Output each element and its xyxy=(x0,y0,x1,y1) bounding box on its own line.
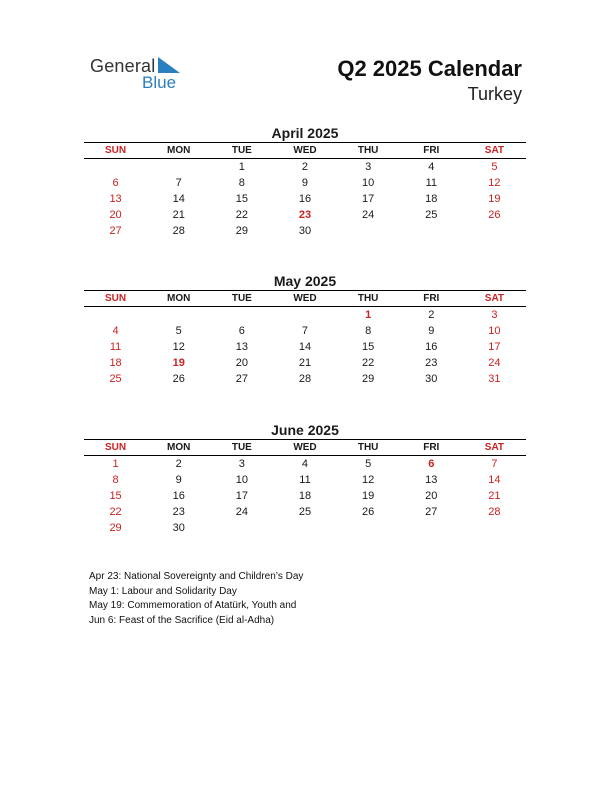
week-row xyxy=(84,472,526,488)
day-cell: 9 xyxy=(301,177,309,189)
month-grid xyxy=(84,439,526,536)
day-header-sun: SUN xyxy=(84,143,147,159)
day-header-tue: TUE xyxy=(210,440,273,456)
day-header-fri: FRI xyxy=(400,143,463,159)
day-cell: 18 xyxy=(109,357,122,369)
month-grid xyxy=(84,290,526,387)
day-cell: 15 xyxy=(362,341,375,353)
day-cell: 27 xyxy=(425,506,438,518)
country-name: Turkey xyxy=(467,84,522,104)
day-cell: 20 xyxy=(425,490,438,502)
day-cell: 23 xyxy=(172,506,185,518)
empty-cell xyxy=(337,223,400,239)
empty-cell xyxy=(147,307,210,324)
day-cell: 20 xyxy=(235,357,248,369)
day-cell: 29 xyxy=(362,373,375,385)
day-cell: 22 xyxy=(235,209,248,221)
day-cell: 3 xyxy=(365,161,372,173)
day-cell: 21 xyxy=(488,490,501,502)
day-cell: 13 xyxy=(235,341,248,353)
day-cell: 2 xyxy=(175,458,182,470)
day-cell: 11 xyxy=(109,341,122,353)
day-cell: 8 xyxy=(365,325,372,337)
day-cell: 7 xyxy=(491,458,498,470)
day-cell: 14 xyxy=(298,341,312,353)
day-cell: 25 xyxy=(109,373,122,385)
day-cell: 4 xyxy=(301,458,309,470)
day-header-mon: MON xyxy=(147,440,210,456)
day-cell: 24 xyxy=(488,357,501,369)
day-cell: 6 xyxy=(238,325,245,337)
day-cell: 2 xyxy=(428,309,435,321)
month-block xyxy=(84,124,526,239)
empty-cell xyxy=(273,520,336,536)
empty-cell xyxy=(337,520,400,536)
day-header-sat: SAT xyxy=(463,291,526,307)
empty-cell xyxy=(400,520,463,536)
day-cell: 16 xyxy=(298,193,312,205)
day-cell: 26 xyxy=(488,209,501,221)
empty-cell xyxy=(273,307,336,324)
week-row xyxy=(84,355,526,371)
week-row xyxy=(84,339,526,355)
month-title: April 2025 xyxy=(271,125,339,141)
holiday-note: Jun 6: Feast of the Sacrifice (Eid al-Adha) xyxy=(89,614,275,626)
day-cell: 1 xyxy=(112,458,119,470)
day-cell: 24 xyxy=(235,506,248,518)
day-cell: 24 xyxy=(362,209,375,221)
day-header-tue: TUE xyxy=(210,143,273,159)
week-row xyxy=(84,371,526,387)
day-cell: 29 xyxy=(235,225,248,237)
empty-cell xyxy=(147,159,210,176)
day-cell: 28 xyxy=(488,506,501,518)
holiday-note: May 1: Labour and Solidarity Day xyxy=(89,585,237,597)
day-cell: 26 xyxy=(362,506,375,518)
day-cell: 21 xyxy=(172,209,185,221)
empty-cell xyxy=(400,223,463,239)
day-cell: 9 xyxy=(175,474,182,486)
logo-word-blue: Blue xyxy=(142,73,177,92)
day-cell: 12 xyxy=(488,177,501,189)
day-cell: 20 xyxy=(109,209,122,221)
empty-cell xyxy=(84,159,147,176)
week-row xyxy=(84,520,526,536)
page-title: Q2 2025 Calendar xyxy=(337,56,522,81)
empty-cell xyxy=(84,307,147,324)
day-cell: 3 xyxy=(491,309,498,321)
holiday-note: May 19: Commemoration of Atatürk, Youth and xyxy=(89,600,297,611)
logo-triangle-icon xyxy=(158,57,180,73)
day-cell: 7 xyxy=(175,177,182,189)
day-cell: 16 xyxy=(425,341,438,353)
week-row xyxy=(84,488,526,504)
empty-cell xyxy=(210,520,273,536)
day-cell: 14 xyxy=(488,474,501,486)
week-row xyxy=(84,307,526,324)
week-row xyxy=(84,223,526,239)
month-title: May 2025 xyxy=(273,273,337,289)
day-cell: 6 xyxy=(112,177,119,189)
day-cell: 26 xyxy=(172,373,185,385)
day-cell: 14 xyxy=(172,193,185,205)
brand-logo xyxy=(90,56,200,96)
day-header-thu: THU xyxy=(337,291,400,307)
day-cell: 27 xyxy=(235,373,248,385)
week-row xyxy=(84,456,526,473)
empty-cell xyxy=(463,223,526,239)
holiday-notes xyxy=(89,570,303,628)
day-cell: 7 xyxy=(301,325,309,337)
day-cell: 28 xyxy=(298,373,312,385)
day-cell: 18 xyxy=(425,193,438,205)
day-cell: 8 xyxy=(112,474,119,486)
month-title: June 2025 xyxy=(271,422,339,438)
day-cell: 27 xyxy=(109,225,122,237)
logo-word-general: General xyxy=(90,56,156,76)
day-cell: 30 xyxy=(298,225,312,237)
day-cell: 19 xyxy=(362,490,375,502)
holiday-note: Apr 23: National Sovereignty and Children’s Day xyxy=(89,571,304,582)
day-cell: 4 xyxy=(112,325,119,337)
day-cell: 1 xyxy=(365,309,372,321)
day-cell: 17 xyxy=(488,341,501,353)
day-cell: 19 xyxy=(488,193,501,205)
day-cell: 4 xyxy=(428,161,435,173)
day-header-mon: MON xyxy=(147,143,210,159)
day-cell: 13 xyxy=(109,193,122,205)
day-cell: 12 xyxy=(172,341,185,353)
day-cell: 22 xyxy=(362,357,375,369)
day-header-sat: SAT xyxy=(463,440,526,456)
day-cell: 3 xyxy=(238,458,245,470)
day-header-fri: FRI xyxy=(400,291,463,307)
month-grid xyxy=(84,142,526,239)
week-row xyxy=(84,159,526,176)
empty-cell xyxy=(463,520,526,536)
day-cell: 22 xyxy=(109,506,122,518)
week-row xyxy=(84,175,526,191)
day-cell: 15 xyxy=(109,490,122,502)
day-cell: 12 xyxy=(362,474,375,486)
month-block xyxy=(84,272,526,387)
day-cell: 5 xyxy=(175,325,182,337)
day-cell: 6 xyxy=(428,458,435,470)
week-row xyxy=(84,323,526,339)
day-header-sun: SUN xyxy=(84,291,147,307)
day-header-wed: WED xyxy=(273,440,336,456)
week-row xyxy=(84,207,526,223)
day-cell: 19 xyxy=(172,357,185,369)
day-cell: 8 xyxy=(238,177,245,189)
day-cell: 31 xyxy=(488,373,501,385)
day-cell: 10 xyxy=(362,177,375,189)
day-header-mon: MON xyxy=(147,291,210,307)
day-header-sat: SAT xyxy=(463,143,526,159)
day-cell: 18 xyxy=(298,490,312,502)
day-cell: 28 xyxy=(172,225,185,237)
day-cell: 25 xyxy=(298,506,312,518)
day-cell: 13 xyxy=(425,474,438,486)
day-header-wed: WED xyxy=(273,143,336,159)
empty-cell xyxy=(210,307,273,324)
day-header-fri: FRI xyxy=(400,440,463,456)
day-cell: 25 xyxy=(425,209,438,221)
day-cell: 9 xyxy=(428,325,435,337)
day-cell: 30 xyxy=(172,522,185,534)
day-cell: 30 xyxy=(425,373,438,385)
day-header-sun: SUN xyxy=(84,440,147,456)
day-header-thu: THU xyxy=(337,143,400,159)
week-row xyxy=(84,191,526,207)
day-cell: 15 xyxy=(235,193,248,205)
day-cell: 11 xyxy=(425,177,437,189)
day-cell: 23 xyxy=(425,357,438,369)
day-cell: 17 xyxy=(362,193,375,205)
day-cell: 2 xyxy=(301,161,309,173)
day-header-wed: WED xyxy=(273,291,336,307)
day-header-thu: THU xyxy=(337,440,400,456)
day-cell: 5 xyxy=(491,161,498,173)
day-cell: 11 xyxy=(299,474,311,486)
day-cell: 5 xyxy=(365,458,372,470)
day-header-tue: TUE xyxy=(210,291,273,307)
day-cell: 1 xyxy=(238,161,245,173)
day-cell: 17 xyxy=(235,490,248,502)
day-cell: 10 xyxy=(488,325,501,337)
day-cell: 23 xyxy=(298,209,312,221)
day-cell: 10 xyxy=(235,474,248,486)
week-row xyxy=(84,504,526,520)
day-cell: 21 xyxy=(298,357,312,369)
day-cell: 16 xyxy=(172,490,185,502)
month-block xyxy=(84,421,526,536)
day-cell: 29 xyxy=(109,522,122,534)
